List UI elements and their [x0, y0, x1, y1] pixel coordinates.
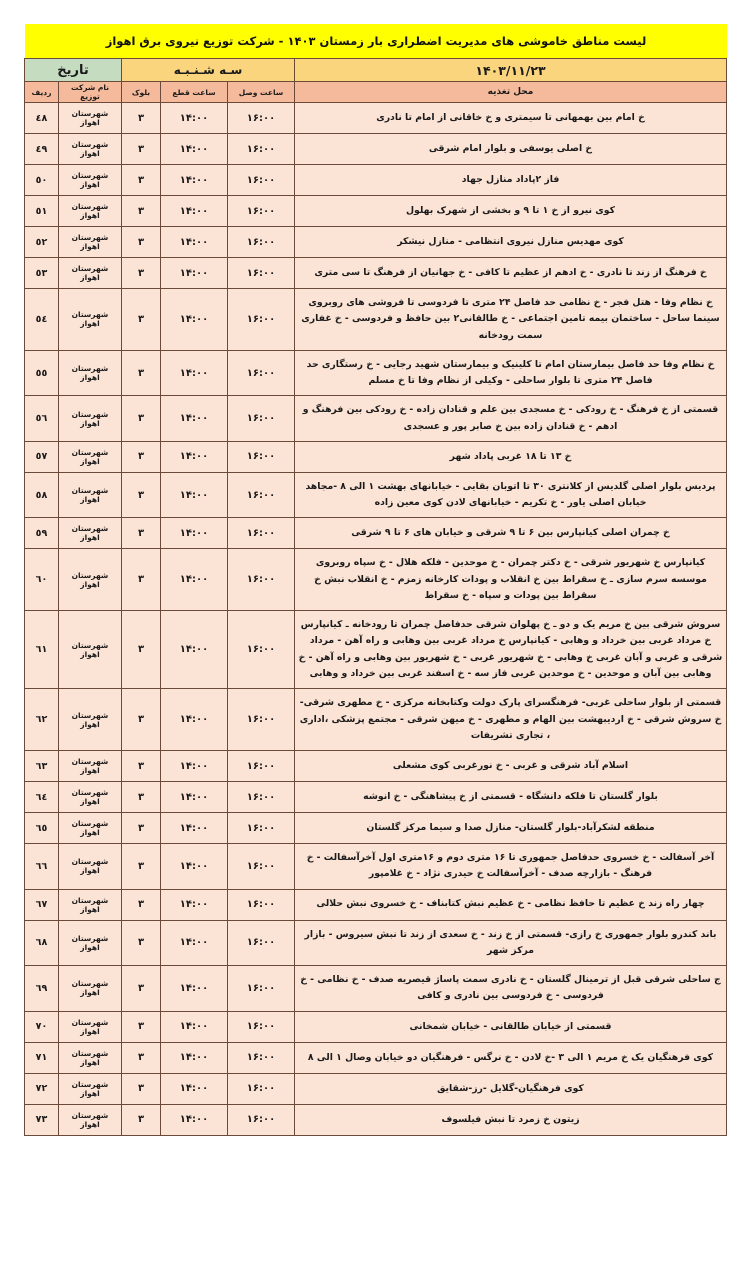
column-header-radif: ردیف [24, 82, 58, 103]
cell-company: شهرستان اهواز [58, 396, 121, 442]
cell-on-time: ۱۶:۰۰ [228, 1104, 295, 1135]
table-row [24, 549, 726, 611]
cell-radif: ٥٥ [24, 350, 58, 396]
cell-company: شهرستان اهواز [58, 1042, 121, 1073]
cell-company: شهرستان اهواز [58, 289, 121, 351]
cell-off-time: ۱۴:۰۰ [161, 289, 228, 351]
cell-block: ۳ [121, 396, 160, 442]
cell-block: ۳ [121, 196, 160, 227]
cell-company: شهرستان اهواز [58, 844, 121, 890]
cell-place: خ فرهنگ از زند تا نادری - خ ادهم از عظیم تا کافی - خ جهانیان از فرهنگ تا سی متری [295, 258, 727, 289]
cell-block: ۳ [121, 751, 160, 782]
cell-off-time: ۱۴:۰۰ [161, 889, 228, 920]
table-row [24, 134, 726, 165]
column-header-company: نام شرکت توزیع [58, 82, 121, 103]
date-label-cell: تاریخ [24, 59, 121, 82]
cell-place: اسلام آباد شرقی و غربی - خ نورغربی کوی مشعلی [295, 751, 727, 782]
cell-block: ۳ [121, 518, 160, 549]
table-row [24, 227, 726, 258]
table-row [24, 258, 726, 289]
cell-block: ۳ [121, 549, 160, 611]
cell-place: پردیس بلوار اصلی گلدیس از کلانتری ۳۰ تا اتوبان بقایی - خیابانهای بهشت ۱ الی ۸ -مجاهد خیابان اصلی یاور - خ تکریم - خیابانهای لادن کوی معین زاده [295, 472, 727, 518]
cell-company: شهرستان اهواز [58, 441, 121, 472]
table-row [24, 966, 726, 1012]
cell-company: شهرستان اهواز [58, 350, 121, 396]
table-row [24, 611, 726, 689]
cell-off-time: ۱۴:۰۰ [161, 813, 228, 844]
outage-sheet [25, 24, 727, 1136]
cell-company: شهرستان اهواز [58, 1011, 121, 1042]
cell-off-time: ۱۴:۰۰ [161, 165, 228, 196]
cell-place: آخر آسفالت - خ خسروی حدفاصل جمهوری تا ۱۶ متری دوم و ۱۶متری اول آخرآسفالت - خ فرهنگ - بازارچه صدف - آخرآسفالت خ حیدری نژاد - خ غلامپور [295, 844, 727, 890]
cell-place: کوی نیرو از خ ۱ تا ۹ و بخشی از شهرک بهلول [295, 196, 727, 227]
table-row [24, 1073, 726, 1104]
table-row [24, 441, 726, 472]
cell-place: چهار راه زند خ عظیم تا حافظ نظامی - خ عظیم نبش کتابناف - خ خسروی نبش حلالی [295, 889, 727, 920]
cell-off-time: ۱۴:۰۰ [161, 441, 228, 472]
cell-block: ۳ [121, 472, 160, 518]
cell-off-time: ۱۴:۰۰ [161, 258, 228, 289]
cell-place: خ امام بین بهمهانی تا سیمتری و خ خاقانی از امام تا نادری [295, 103, 727, 134]
cell-place: خ نظام وفا حد فاصل بیمارستان امام تا کلینیک و بیمارستان شهید رجایی - خ رستگاری حد فاصل ۲۴ متری تا بلوار ساحلی - وکیلی از نظام وفا تا خ مسلم [295, 350, 727, 396]
cell-radif: ٥٢ [24, 227, 58, 258]
cell-on-time: ۱۶:۰۰ [228, 966, 295, 1012]
cell-off-time: ۱۴:۰۰ [161, 611, 228, 689]
table-row [24, 1042, 726, 1073]
cell-place: خ چمران اصلی کیانپارس بین ۶ تا ۹ شرقی و خیابان های ۶ تا ۹ شرقی [295, 518, 727, 549]
cell-block: ۳ [121, 227, 160, 258]
cell-block: ۳ [121, 611, 160, 689]
cell-radif: ٥٣ [24, 258, 58, 289]
cell-block: ۳ [121, 813, 160, 844]
column-header-block: بلوک [121, 82, 160, 103]
cell-radif: ٦٩ [24, 966, 58, 1012]
cell-place: کوی مهدیس منازل نیروی انتظامی - منازل نیشکر [295, 227, 727, 258]
cell-company: شهرستان اهواز [58, 472, 121, 518]
cell-off-time: ۱۴:۰۰ [161, 396, 228, 442]
cell-off-time: ۱۴:۰۰ [161, 549, 228, 611]
cell-on-time: ۱۶:۰۰ [228, 751, 295, 782]
cell-off-time: ۱۴:۰۰ [161, 689, 228, 751]
cell-off-time: ۱۴:۰۰ [161, 966, 228, 1012]
cell-place: ج ساحلی شرقی قبل از ترمینال گلستان - خ نادری سمت پاساژ قیصریه صدف - خ نظامی - خ فردوسی - خ فردوسی بین نادری و کافی [295, 966, 727, 1012]
cell-block: ۳ [121, 165, 160, 196]
cell-place: فاز ۲پاداد منازل جهاد [295, 165, 727, 196]
cell-company: شهرستان اهواز [58, 966, 121, 1012]
cell-radif: ٧٠ [24, 1011, 58, 1042]
cell-off-time: ۱۴:۰۰ [161, 134, 228, 165]
cell-block: ۳ [121, 441, 160, 472]
cell-on-time: ۱۶:۰۰ [228, 350, 295, 396]
cell-place: قسمتی از بلوار ساحلی غربی- فرهنگسرای پارک دولت وکتابخانه مرکزی - خ مطهری شرقی- خ سروش شرقی - خ اردیبهشت بین الهام و مطهری - خ میهن شرقی - مجتمع پزشکی ،اداری ، تجاری تشریفات [295, 689, 727, 751]
cell-place: خ نظام وفا - هتل فجر - خ نظامی حد فاصل ۲۴ متری تا فردوسی تا فروشی های روبروی سینما ساحل - ساختمان بیمه تامین اجتماعی - خ طالقانی۲ بین حافظ و فردوسی - خ غفاری سمت رودخانه [295, 289, 727, 351]
cell-block: ۳ [121, 1042, 160, 1073]
page-title: لیست مناطق خاموشی های مدیریت اضطراری بار زمستان ۱۴۰۳ - شرکت توزیع نیروی برق اهواز [105, 34, 647, 48]
cell-on-time: ۱۶:۰۰ [228, 611, 295, 689]
column-header-on-time: ساعت وصل [228, 82, 295, 103]
cell-block: ۳ [121, 103, 160, 134]
cell-on-time: ۱۶:۰۰ [228, 196, 295, 227]
date-band-row [24, 59, 726, 82]
cell-on-time: ۱۶:۰۰ [228, 782, 295, 813]
cell-block: ۳ [121, 920, 160, 966]
cell-on-time: ۱۶:۰۰ [228, 396, 295, 442]
table-row [24, 472, 726, 518]
column-header-off-time: ساعت قطع [161, 82, 228, 103]
cell-off-time: ۱۴:۰۰ [161, 518, 228, 549]
cell-off-time: ۱۴:۰۰ [161, 844, 228, 890]
cell-off-time: ۱۴:۰۰ [161, 227, 228, 258]
cell-radif: ٥١ [24, 196, 58, 227]
cell-place: سروش شرقی بین خ مریم یک و دو ـ خ پهلوان شرقی حدفاصل چمران تا رودخانه ـ کیانپارس خ مرداد غربی بین خرداد و وهابی - کیانپارس خ مرداد غربی بین وهابی و راه آهن - مرداد شرقی و غربی و آبان غربی خ وهابی - خ شهریور غربی - خ شهریور بین وهابی و راه آهن - خ وهابی بین آبان و موحدین - خ موحدین غربی فاز سه - خ اسفند غربی بین خرداد و وهابی [295, 611, 727, 689]
cell-company: شهرستان اهواز [58, 782, 121, 813]
table-row [24, 889, 726, 920]
cell-off-time: ۱۴:۰۰ [161, 472, 228, 518]
cell-company: شهرستان اهواز [58, 751, 121, 782]
cell-on-time: ۱۶:۰۰ [228, 165, 295, 196]
cell-on-time: ۱۶:۰۰ [228, 103, 295, 134]
cell-on-time: ۱۶:۰۰ [228, 813, 295, 844]
cell-block: ۳ [121, 289, 160, 351]
cell-company: شهرستان اهواز [58, 889, 121, 920]
cell-radif: ٧١ [24, 1042, 58, 1073]
cell-block: ۳ [121, 1073, 160, 1104]
cell-off-time: ۱۴:۰۰ [161, 920, 228, 966]
cell-place: منطقه لشکرآباد-بلوار گلستان- منازل صدا و سیما مرکز گلستان [295, 813, 727, 844]
cell-radif: ٦٨ [24, 920, 58, 966]
cell-on-time: ۱۶:۰۰ [228, 258, 295, 289]
cell-radif: ٤٨ [24, 103, 58, 134]
cell-block: ۳ [121, 258, 160, 289]
table-row [24, 689, 726, 751]
cell-place: قسمتی از خیابان طالقانی - خیابان شمخانی [295, 1011, 727, 1042]
day-name-cell: سـه شـنـبـه [121, 59, 294, 82]
cell-on-time: ۱۶:۰۰ [228, 227, 295, 258]
cell-place: کوی فرهنگیان یک خ مریم ۱ الی ۳ -خ لادن - خ نرگس - فرهنگیان دو خیابان وصال ۱ الی ۸ [295, 1042, 727, 1073]
cell-radif: ٤٩ [24, 134, 58, 165]
cell-company: شهرستان اهواز [58, 227, 121, 258]
cell-on-time: ۱۶:۰۰ [228, 889, 295, 920]
cell-off-time: ۱۴:۰۰ [161, 103, 228, 134]
cell-company: شهرستان اهواز [58, 689, 121, 751]
cell-company: شهرستان اهواز [58, 549, 121, 611]
cell-company: شهرستان اهواز [58, 1073, 121, 1104]
cell-place: باند کندرو بلوار جمهوری خ رازی- قسمتی از خ زند - خ سعدی از زند تا نبش سیروس - بازار مرکز شهر [295, 920, 727, 966]
cell-company: شهرستان اهواز [58, 1104, 121, 1135]
table-row [24, 1011, 726, 1042]
cell-off-time: ۱۴:۰۰ [161, 1042, 228, 1073]
cell-radif: ٥٨ [24, 472, 58, 518]
cell-on-time: ۱۶:۰۰ [228, 289, 295, 351]
cell-block: ۳ [121, 966, 160, 1012]
cell-place: کیانپارس خ شهریور شرقی - خ دکتر چمران - خ موحدین - فلکه هلال - خ سپاه روبروی موسسه سرم سازی ـ خ سقراط بین خ انقلاب و پودات کارخانه زمزم - خ انقلاب نبش خ سقراط بین پودات و سپاه - خ سقراط [295, 549, 727, 611]
cell-radif: ٧٢ [24, 1073, 58, 1104]
cell-place: قسمتی از خ فرهنگ - خ رودکی - خ مسجدی بین علم و قنادان زاده - خ رودکی بین فرهنگ و ادهم - خ قنادان زاده بین خ صابر پور و عسجدی [295, 396, 727, 442]
cell-place: زیتون خ زمرد تا نبش فیلسوف [295, 1104, 727, 1135]
cell-off-time: ۱۴:۰۰ [161, 751, 228, 782]
cell-on-time: ۱۶:۰۰ [228, 689, 295, 751]
cell-on-time: ۱۶:۰۰ [228, 844, 295, 890]
table-row [24, 518, 726, 549]
table-row [24, 196, 726, 227]
cell-radif: ٥٠ [24, 165, 58, 196]
table-row [24, 289, 726, 351]
cell-block: ۳ [121, 844, 160, 890]
cell-radif: ٦٧ [24, 889, 58, 920]
table-row [24, 920, 726, 966]
cell-block: ۳ [121, 134, 160, 165]
cell-on-time: ۱۶:۰۰ [228, 518, 295, 549]
cell-company: شهرستان اهواز [58, 134, 121, 165]
cell-radif: ٦١ [24, 611, 58, 689]
cell-radif: ٥٩ [24, 518, 58, 549]
cell-radif: ٦٠ [24, 549, 58, 611]
date-value-cell: ۱۴۰۳/۱۱/۲۳ [295, 59, 727, 82]
column-header-place: محل تغذیه [295, 82, 727, 103]
cell-on-time: ۱۶:۰۰ [228, 549, 295, 611]
cell-block: ۳ [121, 1104, 160, 1135]
cell-block: ۳ [121, 350, 160, 396]
cell-off-time: ۱۴:۰۰ [161, 1073, 228, 1104]
cell-off-time: ۱۴:۰۰ [161, 1104, 228, 1135]
cell-radif: ٦٤ [24, 782, 58, 813]
cell-radif: ٦٢ [24, 689, 58, 751]
table-row [24, 103, 726, 134]
table-row [24, 782, 726, 813]
table-row [24, 396, 726, 442]
cell-place: خ اصلی یوسفی و بلوار امام شرقی [295, 134, 727, 165]
cell-on-time: ۱۶:۰۰ [228, 1073, 295, 1104]
cell-on-time: ۱۶:۰۰ [228, 134, 295, 165]
cell-on-time: ۱۶:۰۰ [228, 441, 295, 472]
cell-on-time: ۱۶:۰۰ [228, 472, 295, 518]
cell-place: کوی فرهنگیان-گلایل -رز-شقایق [295, 1073, 727, 1104]
cell-on-time: ۱۶:۰۰ [228, 1011, 295, 1042]
table-row [24, 350, 726, 396]
cell-block: ۳ [121, 689, 160, 751]
cell-company: شهرستان اهواز [58, 920, 121, 966]
cell-company: شهرستان اهواز [58, 165, 121, 196]
cell-radif: ٦٣ [24, 751, 58, 782]
cell-block: ۳ [121, 889, 160, 920]
table-row [24, 1104, 726, 1135]
table-row [24, 844, 726, 890]
column-header-row [24, 82, 726, 103]
outage-schedule-table [24, 58, 727, 1136]
cell-radif: ٦٦ [24, 844, 58, 890]
cell-on-time: ۱۶:۰۰ [228, 920, 295, 966]
cell-radif: ٥٦ [24, 396, 58, 442]
cell-company: شهرستان اهواز [58, 518, 121, 549]
table-row [24, 813, 726, 844]
cell-company: شهرستان اهواز [58, 813, 121, 844]
cell-off-time: ۱۴:۰۰ [161, 196, 228, 227]
cell-block: ۳ [121, 782, 160, 813]
cell-company: شهرستان اهواز [58, 258, 121, 289]
cell-radif: ٥٧ [24, 441, 58, 472]
cell-on-time: ۱۶:۰۰ [228, 1042, 295, 1073]
cell-off-time: ۱۴:۰۰ [161, 1011, 228, 1042]
cell-company: شهرستان اهواز [58, 611, 121, 689]
cell-block: ۳ [121, 1011, 160, 1042]
cell-off-time: ۱۴:۰۰ [161, 782, 228, 813]
cell-radif: ٧٣ [24, 1104, 58, 1135]
sheet-title-bar [25, 24, 727, 58]
cell-company: شهرستان اهواز [58, 103, 121, 134]
table-row [24, 165, 726, 196]
table-body [24, 59, 726, 1136]
cell-place: خ ۱۳ تا ۱۸ غربی پاداد شهر [295, 441, 727, 472]
cell-radif: ٦٥ [24, 813, 58, 844]
cell-place: بلوار گلستان تا فلکه دانشگاه - قسمتی از خ پیشاهنگی - خ انوشه [295, 782, 727, 813]
cell-off-time: ۱۴:۰۰ [161, 350, 228, 396]
cell-radif: ٥٤ [24, 289, 58, 351]
table-row [24, 751, 726, 782]
cell-company: شهرستان اهواز [58, 196, 121, 227]
